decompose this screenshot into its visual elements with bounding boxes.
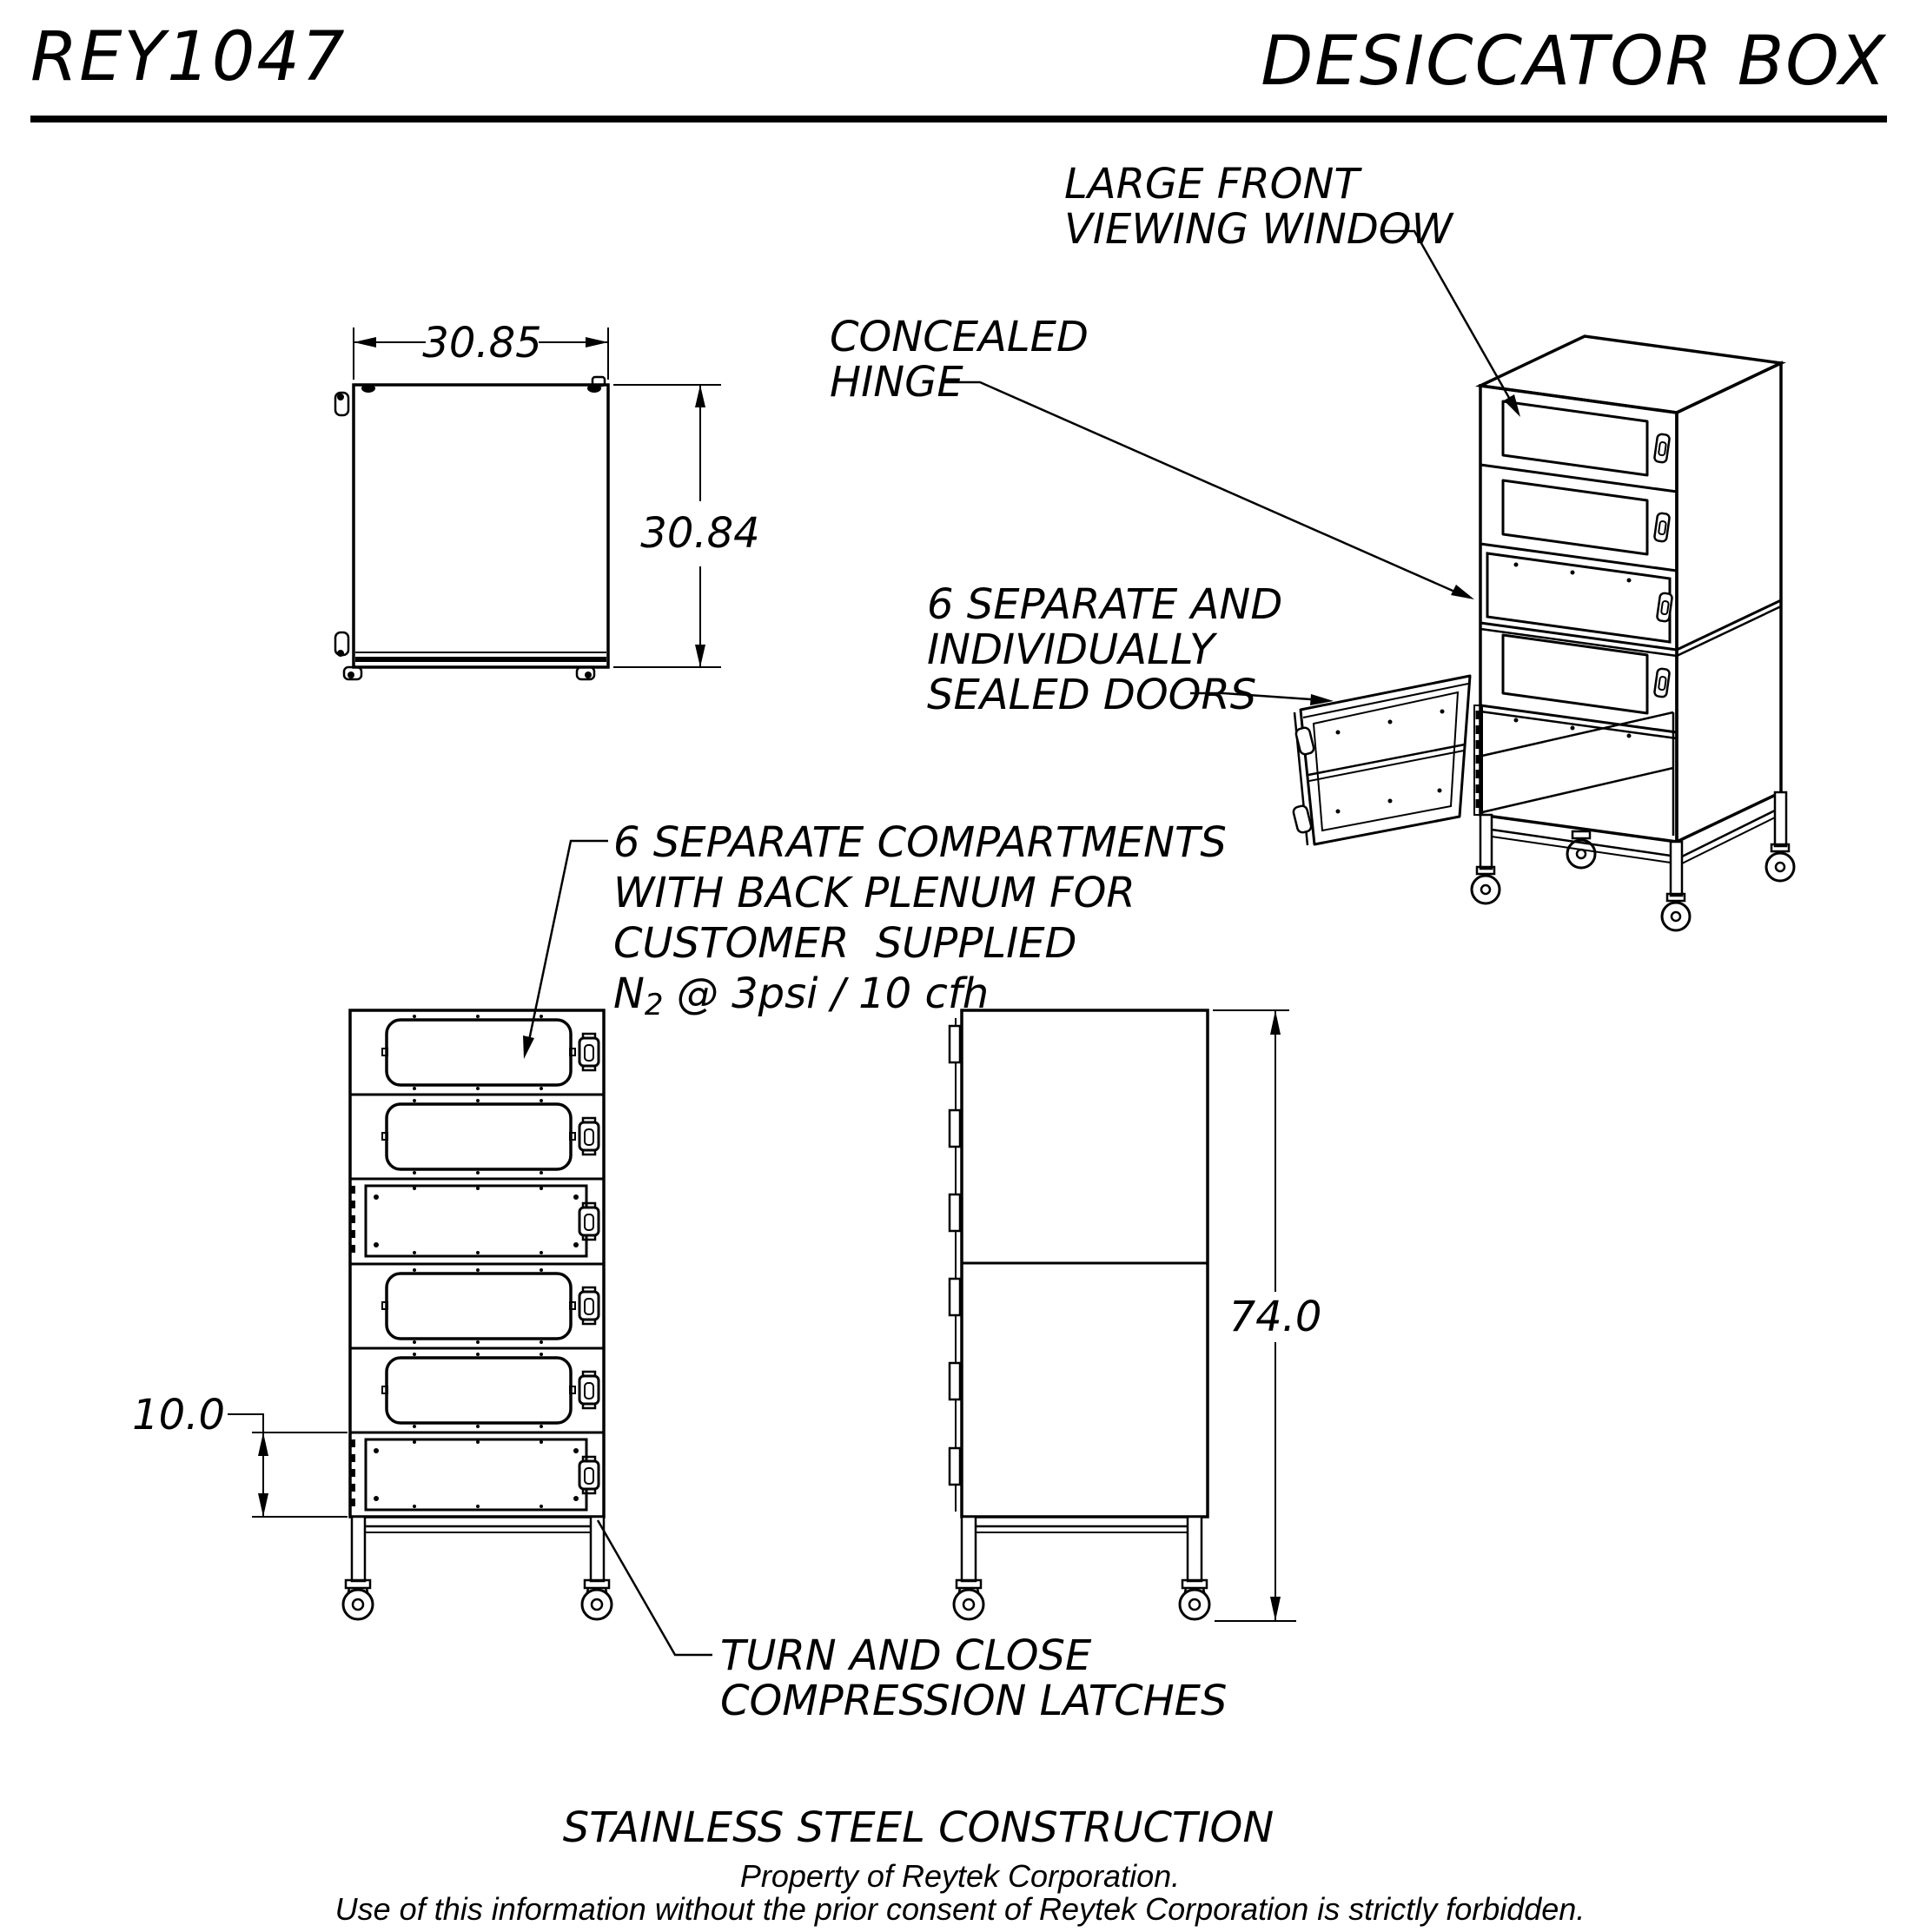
iso-caster-front-right bbox=[1662, 894, 1690, 930]
side-hinge-2 bbox=[950, 1110, 960, 1147]
iso-door1-window bbox=[1503, 401, 1647, 475]
iso-door2-window bbox=[1503, 480, 1647, 554]
compartments-line2: WITH BACK PLENUM FOR bbox=[613, 869, 1135, 917]
dimension-depth-value: 30.84 bbox=[640, 509, 760, 558]
footer-line2: Use of this information without the prior consent of Reytek Corporation is strictly forbidden. bbox=[334, 1891, 1586, 1927]
side-caster-left bbox=[954, 1580, 983, 1619]
viewing-window-line2: VIEWING WINDOW bbox=[1064, 205, 1453, 254]
front-latch-6 bbox=[579, 1457, 599, 1493]
sealed-doors-line3: SEALED DOORS bbox=[927, 671, 1257, 719]
iso-base bbox=[1472, 792, 1794, 930]
side-base bbox=[954, 1517, 1209, 1619]
side-hinge-1 bbox=[950, 1026, 960, 1062]
front-caster-left bbox=[343, 1580, 373, 1619]
front-door-4 bbox=[382, 1268, 599, 1344]
front-base bbox=[343, 1517, 612, 1619]
iso-latch-door3 bbox=[1657, 592, 1672, 622]
dimension-overall-height-value: 74.0 bbox=[1228, 1293, 1322, 1341]
top-view bbox=[335, 319, 760, 679]
dimension-compartment-height-value: 10.0 bbox=[132, 1391, 225, 1439]
top-view-corner-hinge bbox=[361, 384, 375, 393]
dimension-width bbox=[354, 319, 608, 380]
front-latch-4 bbox=[579, 1287, 599, 1324]
construction-note: STAINLESS STEEL CONSTRUCTION bbox=[562, 1803, 1274, 1852]
side-hinge-6 bbox=[950, 1448, 960, 1485]
isometric-view bbox=[1293, 336, 1794, 930]
iso-latch-door2 bbox=[1654, 513, 1670, 542]
iso-side-face bbox=[1677, 363, 1781, 842]
dimension-compartment-height bbox=[132, 1391, 348, 1517]
iso-latch-door4 bbox=[1654, 668, 1670, 698]
footer bbox=[335, 1858, 1586, 1927]
compartments-line4: N2 @ 3psi / 10 cfh bbox=[613, 969, 990, 1022]
front-door-5 bbox=[382, 1353, 599, 1428]
iso-top-face bbox=[1480, 336, 1781, 413]
compartments-line3: CUSTOMER SUPPLIED bbox=[613, 919, 1077, 968]
front-compartment-3 bbox=[353, 1186, 599, 1256]
page-title: DESICCATOR BOX bbox=[1261, 23, 1887, 101]
sealed-doors-line2: INDIVIDUALLY bbox=[927, 625, 1215, 674]
callout-viewing-window bbox=[1064, 160, 1520, 417]
front-door-1 bbox=[382, 1015, 599, 1090]
side-view bbox=[950, 1010, 1321, 1621]
callout-compartments bbox=[523, 818, 1227, 1059]
iso-caster-front-left bbox=[1472, 867, 1500, 903]
annotations bbox=[523, 160, 1520, 1852]
latches-line1: TURN AND CLOSE bbox=[720, 1631, 1092, 1680]
header-rule bbox=[30, 116, 1887, 122]
iso-door4-window bbox=[1503, 635, 1647, 713]
front-view bbox=[132, 1010, 612, 1619]
latches-line2: COMPRESSION LATCHES bbox=[720, 1677, 1228, 1725]
drawing-number: REY1047 bbox=[30, 18, 347, 96]
side-hinge-3 bbox=[950, 1194, 960, 1231]
viewing-window-line1: LARGE FRONT bbox=[1064, 160, 1360, 208]
sealed-doors-line1: 6 SEPARATE AND bbox=[927, 580, 1283, 629]
iso-open-compartment bbox=[1480, 711, 1677, 868]
title-block bbox=[30, 18, 1887, 122]
concealed-hinge-line2: HINGE bbox=[830, 358, 963, 407]
compartments-line1: 6 SEPARATE COMPARTMENTS bbox=[613, 818, 1227, 867]
front-latch-1 bbox=[579, 1034, 599, 1070]
callout-latches bbox=[598, 1520, 1227, 1725]
callout-sealed-doors bbox=[927, 580, 1334, 719]
dimension-overall-height bbox=[1213, 1010, 1321, 1621]
front-latch-5 bbox=[579, 1372, 599, 1408]
iso-open-door-latch-lower bbox=[1293, 805, 1313, 834]
iso-caster-back-right bbox=[1766, 844, 1794, 881]
concealed-hinge-line1: CONCEALED bbox=[830, 313, 1089, 361]
front-compartment-6 bbox=[353, 1439, 599, 1510]
front-door-2 bbox=[382, 1099, 599, 1174]
iso-shelf-lower bbox=[1482, 768, 1673, 812]
dimension-width-value: 30.85 bbox=[422, 319, 542, 367]
front-latch-2 bbox=[579, 1118, 599, 1155]
callout-concealed-hinge bbox=[830, 313, 1474, 599]
footer-line1: Property of Reytek Corporation. bbox=[739, 1858, 1181, 1894]
side-hinge-5 bbox=[950, 1363, 960, 1399]
front-latch-3 bbox=[579, 1203, 599, 1240]
side-caster-right bbox=[1180, 1580, 1209, 1619]
dimension-depth bbox=[613, 385, 760, 667]
side-hinge-4 bbox=[950, 1279, 960, 1315]
front-caster-right bbox=[582, 1580, 612, 1619]
iso-latch-door1 bbox=[1654, 433, 1670, 463]
